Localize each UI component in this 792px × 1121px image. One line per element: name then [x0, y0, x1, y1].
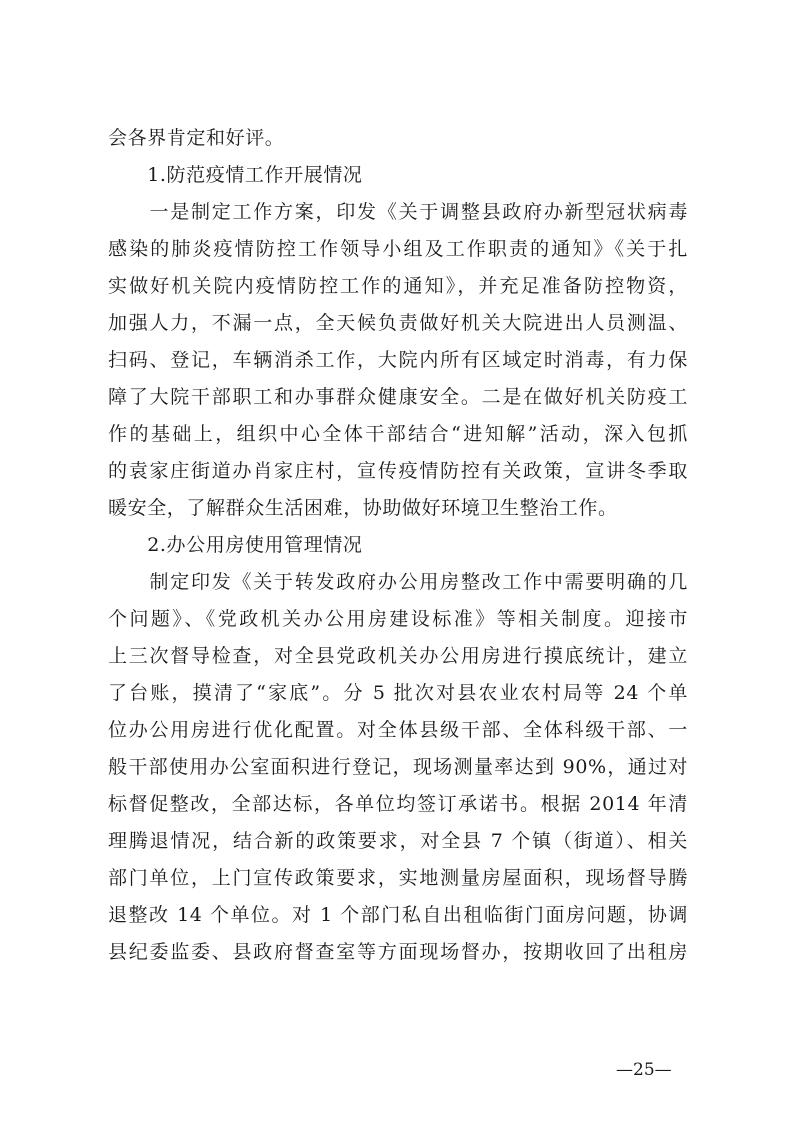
text-line: 部门单位，上门宣传政策要求，实地测量房屋面积，现场督导腾: [108, 867, 688, 889]
text-line: 上三次督导检查，对全县党政机关办公用房进行摸底统计，建立: [108, 645, 688, 667]
body-text: [108, 120, 688, 971]
text-line: 县纪委监委、县政府督查室等方面现场督办，按期收回了出租房: [108, 941, 688, 963]
text-line: 般干部使用办公室面积进行登记，现场测量率达到 90%，通过对: [108, 756, 688, 778]
text-line: 标督促整改，全部达标，各单位均签订承诺书。根据 2014 年清: [108, 793, 688, 815]
text-line: 暖安全，了解群众生活困难，协助做好环境卫生整治工作。: [108, 497, 618, 519]
text-line: 退整改 14 个单位。对 1 个部门私自出租临街门面房问题，协调: [108, 904, 688, 926]
text-line: 实做好机关院内疫情防控工作的通知》，并充足准备防控物资，: [108, 275, 688, 297]
text-line: 加强人力，不漏一点，全天候负责做好机关大院进出人员测温、: [108, 312, 688, 334]
text-line: 感染的肺炎疫情防控工作领导小组及工作职责的通知》《关于扎: [108, 238, 688, 260]
text-line: 1.防范疫情工作开展情况: [108, 164, 363, 186]
text-line: 障了大院干部职工和办事群众健康安全。二是在做好机关防疫工: [108, 386, 688, 408]
text-line: 作的基础上，组织中心全体干部结合“进知解”活动，深入包抓: [108, 423, 688, 445]
text-line: 的袁家庄街道办肖家庄村，宣传疫情防控有关政策，宣讲冬季取: [108, 460, 688, 482]
page-number: —25—: [616, 1060, 672, 1080]
text-line: 扫码、登记，车辆消杀工作，大院内所有区域定时消毒，有力保: [108, 349, 688, 371]
text-line: 制定印发《关于转发政府办公用房整改工作中需要明确的几: [108, 571, 688, 593]
text-line: 会各界肯定和好评。: [108, 127, 285, 149]
text-line: 个问题》、《党政机关办公用房建设标准》等相关制度。迎接市: [108, 608, 688, 630]
text-line: 理腾退情况，结合新的政策要求，对全县 7 个镇（街道）、相关: [108, 830, 688, 852]
text-line: 一是制定工作方案，印发《关于调整县政府办新型冠状病毒: [108, 201, 688, 223]
text-line: 位办公用房进行优化配置。对全体县级干部、全体科级干部、一: [108, 719, 688, 741]
text-line: 2.办公用房使用管理情况: [108, 534, 363, 556]
text-line: 了台账，摸清了“家底”。分 5 批次对县农业农村局等 24 个单: [108, 682, 688, 704]
